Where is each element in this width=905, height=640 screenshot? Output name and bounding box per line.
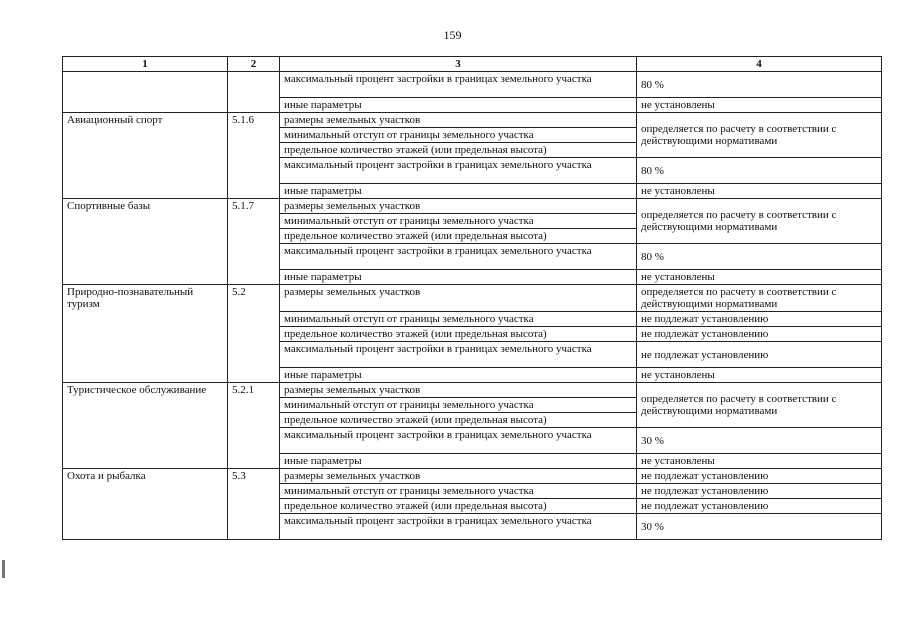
cell-value: определяется по расчету в соответствии с действующими нормативами — [637, 383, 882, 428]
cell-param: предельное количество этажей (или предельная высота) — [280, 499, 637, 514]
cell-value: не установлены — [637, 454, 882, 469]
table-row — [63, 383, 882, 398]
cell-param: предельное количество этажей (или предельная высота) — [280, 413, 637, 428]
header-col-4: 4 — [637, 57, 882, 72]
cell-param: размеры земельных участков — [280, 113, 637, 128]
cell-param: максимальный процент застройки в границах земельного участка — [280, 342, 637, 368]
scan-edge-mark — [2, 560, 5, 578]
cell-param: иные параметры — [280, 184, 637, 199]
cell-value: не подлежат установлению — [637, 327, 882, 342]
cell-code: 5.3 — [228, 469, 280, 540]
table-row — [63, 469, 882, 484]
cell-param: предельное количество этажей (или предельная высота) — [280, 327, 637, 342]
cell-param: максимальный процент застройки в границах земельного участка — [280, 514, 637, 540]
cell-value: не установлены — [637, 270, 882, 285]
cell-param: минимальный отступ от границы земельного участка — [280, 214, 637, 229]
cell-param: размеры земельных участков — [280, 199, 637, 214]
cell-param: максимальный процент застройки в границах земельного участка — [280, 244, 637, 270]
cell-code: 5.2.1 — [228, 383, 280, 469]
table-row — [63, 285, 882, 312]
cell-param: иные параметры — [280, 98, 637, 113]
cell-code: 5.1.6 — [228, 113, 280, 199]
cell-value: определяется по расчету в соответствии с действующими нормативами — [637, 199, 882, 244]
cell-value: 80 % — [637, 158, 882, 184]
cell-value: не установлены — [637, 368, 882, 383]
table-row — [63, 113, 882, 128]
cell-code: 5.1.7 — [228, 199, 280, 285]
cell-value: 80 % — [637, 244, 882, 270]
header-row — [63, 57, 882, 72]
page-number: 159 — [443, 28, 462, 42]
cell-param: минимальный отступ от границы земельного участка — [280, 484, 637, 499]
header-col-2: 2 — [228, 57, 280, 72]
cell-name — [63, 72, 228, 113]
cell-param: максимальный процент застройки в границах земельного участка — [280, 158, 637, 184]
header-col-3: 3 — [280, 57, 637, 72]
cell-param: минимальный отступ от границы земельного участка — [280, 398, 637, 413]
cell-param: размеры земельных участков — [280, 469, 637, 484]
cell-code — [228, 72, 280, 113]
cell-name: Природно-познавательный туризм — [63, 285, 228, 383]
cell-value: не подлежат установлению — [637, 484, 882, 499]
cell-param: предельное количество этажей (или предельная высота) — [280, 143, 637, 158]
cell-value: 80 % — [637, 72, 882, 98]
land-parameters-table — [62, 56, 882, 540]
cell-name: Охота и рыбалка — [63, 469, 228, 540]
cell-name: Авиационный спорт — [63, 113, 228, 199]
cell-value: не подлежат установлению — [637, 342, 882, 368]
cell-name: Туристическое обслуживание — [63, 383, 228, 469]
cell-value: определяется по расчету в соответствии с действующими нормативами — [637, 113, 882, 158]
cell-value: не установлены — [637, 184, 882, 199]
header-col-1: 1 — [63, 57, 228, 72]
cell-param: иные параметры — [280, 368, 637, 383]
cell-param: иные параметры — [280, 270, 637, 285]
cell-value: не подлежат установлению — [637, 312, 882, 327]
cell-param: минимальный отступ от границы земельного участка — [280, 128, 637, 143]
cell-value: 30 % — [637, 514, 882, 540]
cell-param: размеры земельных участков — [280, 285, 637, 312]
cell-param: максимальный процент застройки в границах земельного участка — [280, 428, 637, 454]
table-row — [63, 199, 882, 214]
cell-value: определяется по расчету в соответствии с действующими нормативами — [637, 285, 882, 312]
cell-value: не подлежат установлению — [637, 499, 882, 514]
cell-param: размеры земельных участков — [280, 383, 637, 398]
cell-param: минимальный отступ от границы земельного участка — [280, 312, 637, 327]
cell-value: не установлены — [637, 98, 882, 113]
cell-param: максимальный процент застройки в границах земельного участка — [280, 72, 637, 98]
table-row — [63, 72, 882, 98]
cell-code: 5.2 — [228, 285, 280, 383]
cell-value: не подлежат установлению — [637, 469, 882, 484]
cell-name: Спортивные базы — [63, 199, 228, 285]
cell-param: иные параметры — [280, 454, 637, 469]
cell-param: предельное количество этажей (или предельная высота) — [280, 229, 637, 244]
cell-value: 30 % — [637, 428, 882, 454]
